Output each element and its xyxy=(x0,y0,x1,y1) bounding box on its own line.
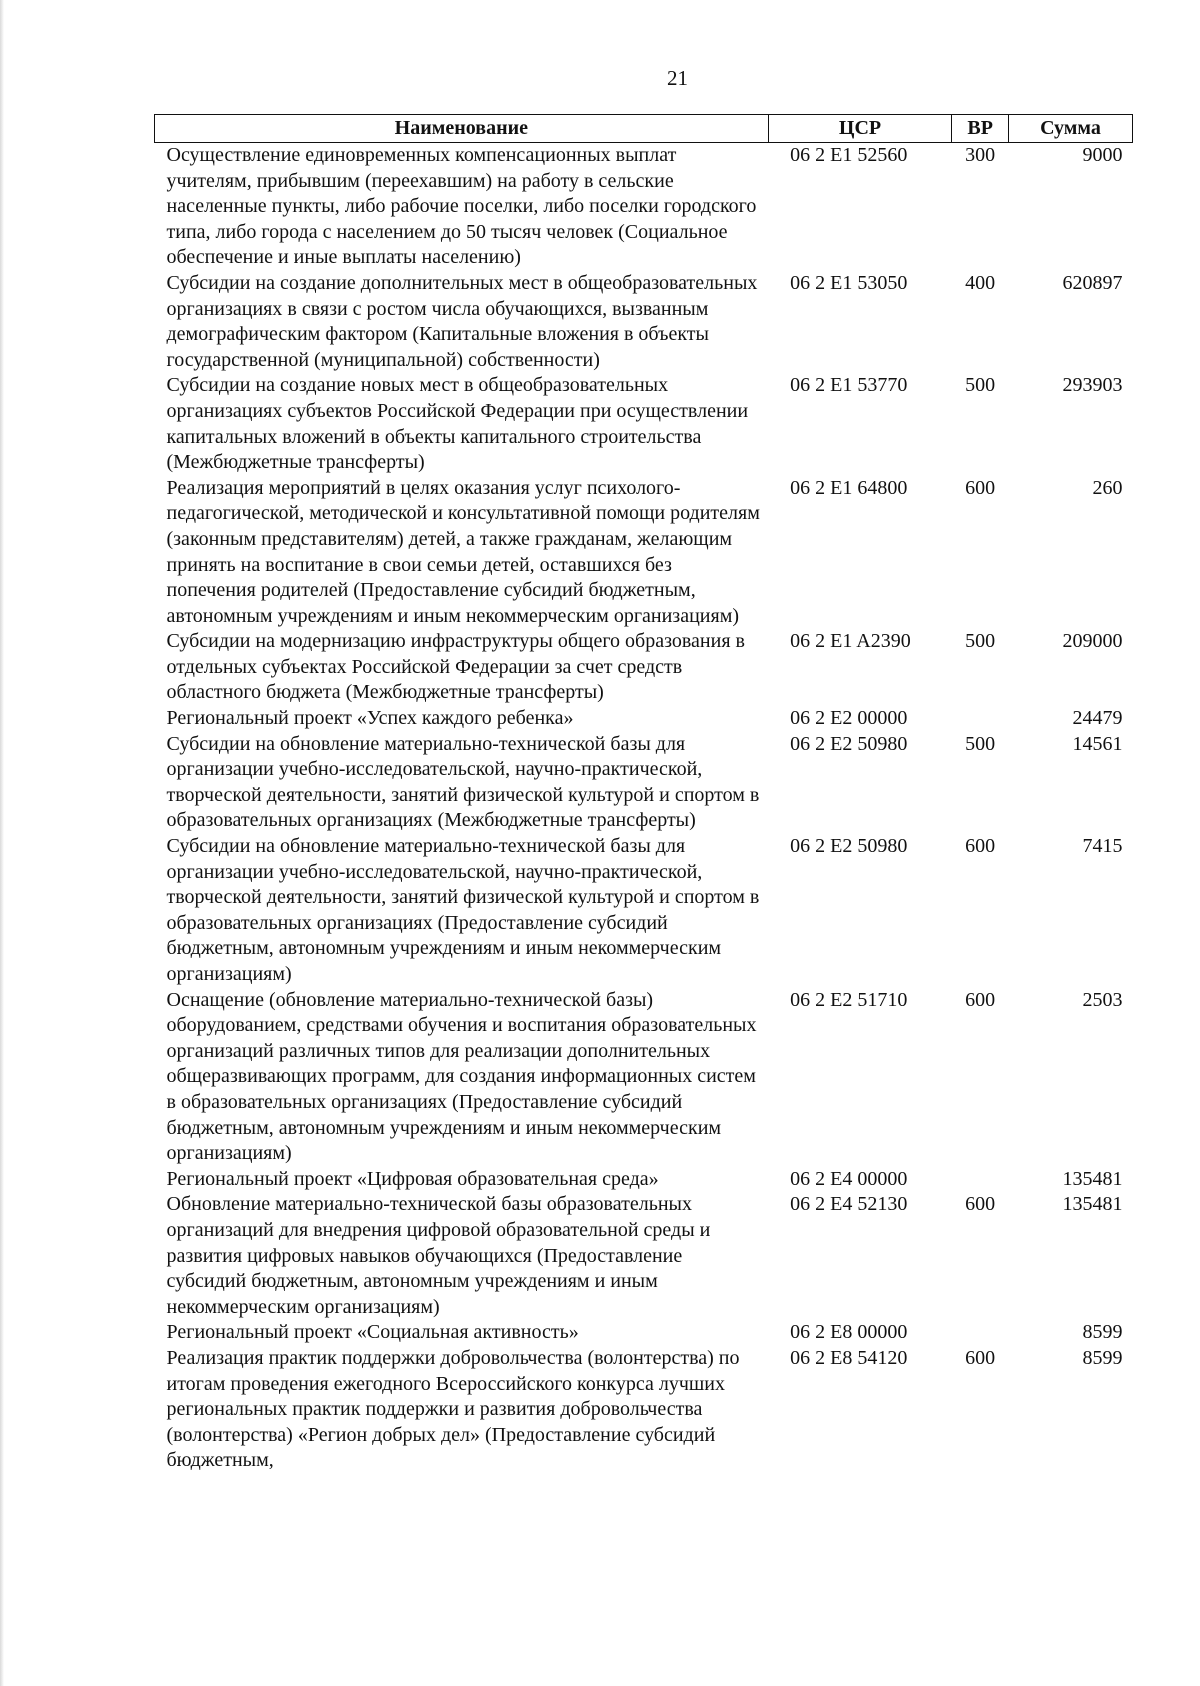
table-row xyxy=(155,1346,1133,1474)
scan-edge xyxy=(0,0,4,1686)
header-name: Наименование xyxy=(155,115,769,143)
table-row xyxy=(155,706,1133,732)
row-vr: 600 xyxy=(965,835,996,858)
row-csr: 06 2 E8 00000 xyxy=(790,1321,908,1344)
row-csr: 06 2 E1 64800 xyxy=(790,476,908,499)
table-row xyxy=(155,1167,1133,1193)
header-vr: ВР xyxy=(952,115,1009,143)
row-name: Осуществление единовременных компенсационных выплат учителям, прибывшим (переехавшим) на работу в сельские населенные пункты, либо рабочие поселки, либо поселки городского типа, либо города с населением до 50 тысяч человек (Социальное обеспечение и иные выплаты населению) xyxy=(166,144,757,269)
page-number: 21 xyxy=(667,66,688,90)
row-sum: 7415 xyxy=(1082,835,1123,858)
row-name: Субсидии на обновление материально-технической базы для организации учебно-исследовательской, научно-практической, творческой деятельности, занятий физической культурой и спортом в образовательных организациях (Межбюджетные трансферты) xyxy=(166,732,760,832)
row-vr: 600 xyxy=(965,1346,996,1369)
row-sum: 8599 xyxy=(1082,1321,1123,1344)
row-sum: 135481 xyxy=(1062,1167,1123,1190)
row-csr: 06 2 E1 53050 xyxy=(790,271,908,294)
row-sum: 293903 xyxy=(1062,374,1123,397)
row-csr: 06 2 E2 51710 xyxy=(790,988,908,1011)
row-sum: 8599 xyxy=(1082,1346,1123,1369)
budget-table xyxy=(154,114,1133,1474)
row-sum: 24479 xyxy=(1072,707,1123,730)
table-row xyxy=(155,732,1133,834)
row-sum: 14561 xyxy=(1072,732,1123,755)
row-csr: 06 2 E4 52130 xyxy=(790,1193,908,1216)
row-name: Оснащение (обновление материально-технической базы) оборудованием, средствами обучения и воспитания образовательных организаций различных типов для реализации дополнительных общеразвивающих программ, для создания информационных систем в образовательных организациях (Предоставление субсидий бюджетным, автономным учреждениям и иным некоммерческим организациям) xyxy=(166,988,757,1165)
row-name: Субсидии на создание дополнительных мест в общеобразовательных организациях в связи с ростом числа обучающихся, вызванным демографическим фактором (Капитальные вложения в объекты государственной (муниципальной) собственности) xyxy=(166,271,758,371)
row-name: Обновление материально-технической базы образовательных организаций для внедрения цифровой образовательной среды и развития цифровых навыков обучающихся (Предоставление субсидий бюджетным, автономным учреждениям и иным некоммерческим организациям) xyxy=(166,1193,711,1318)
row-csr: 06 2 E2 50980 xyxy=(790,835,908,858)
row-csr: 06 2 E4 00000 xyxy=(790,1167,908,1190)
row-sum: 260 xyxy=(1092,476,1123,499)
row-vr: 600 xyxy=(965,1193,996,1216)
row-vr xyxy=(952,1167,1009,1193)
row-sum: 209000 xyxy=(1062,630,1123,653)
row-name: Региональный проект «Цифровая образовательная среда» xyxy=(166,1167,659,1190)
row-sum: 2503 xyxy=(1082,988,1123,1011)
table-row xyxy=(155,476,1133,630)
row-vr xyxy=(952,706,1009,732)
row-sum: 9000 xyxy=(1082,144,1123,166)
row-vr: 500 xyxy=(965,374,996,397)
row-name: Региональный проект «Социальная активность» xyxy=(166,1321,579,1344)
row-name: Субсидии на обновление материально-технической базы для организации учебно-исследовательской, научно-практической, творческой деятельности, занятий физической культурой и спортом в образовательных организациях (Предоставление субсидий бюджетным, автономным учреждениям и иным некоммерческим организациям) xyxy=(166,835,760,985)
table-row xyxy=(155,1320,1133,1346)
row-csr: 06 2 E1 53770 xyxy=(790,374,908,397)
row-name: Региональный проект «Успех каждого ребенка» xyxy=(166,707,574,730)
row-vr: 300 xyxy=(965,144,996,166)
row-vr xyxy=(952,1320,1009,1346)
row-name: Реализация мероприятий в целях оказания услуг психолого-педагогической, методической и консультативной помощи родителям (законным представителям) детей, а также гражданам, желающим принять на воспитание в свои семьи детей, оставшихся без попечения родителей (Предоставление субсидий бюджетным, автономным учреждениям и иным некоммерческим организациям) xyxy=(166,476,760,627)
table-row xyxy=(155,1192,1133,1320)
row-csr: 06 2 E1 A2390 xyxy=(790,630,911,653)
table-row xyxy=(155,143,1133,271)
table-row xyxy=(155,373,1133,475)
row-csr: 06 2 E2 50980 xyxy=(790,732,908,755)
header-csr: ЦСР xyxy=(768,115,952,143)
row-name: Субсидии на создание новых мест в общеобразовательных организациях субъектов Российской Федерации при осуществлении капитальных вложений в объекты капитального строительства (Межбюджетные трансферты) xyxy=(166,374,749,474)
table-row xyxy=(155,834,1133,988)
row-name: Реализация практик поддержки добровольчества (волонтерства) по итогам проведения ежегодного Всероссийского конкурса лучших региональных практик поддержки и развития добровольчества (волонтерства) «Регион добрых дел» (Предоставление субсидий бюджетным, xyxy=(166,1346,740,1472)
row-name: Субсидии на модернизацию инфраструктуры общего образования в отдельных субъектах Российской Федерации за счет средств областного бюджета (Межбюджетные трансферты) xyxy=(166,630,745,704)
table-row xyxy=(155,271,1133,373)
table-row xyxy=(155,988,1133,1167)
row-csr: 06 2 E1 52560 xyxy=(790,144,908,166)
table-row xyxy=(155,629,1133,706)
row-vr: 500 xyxy=(965,630,996,653)
row-vr: 400 xyxy=(965,271,996,294)
header-sum: Сумма xyxy=(1008,115,1132,143)
row-csr: 06 2 E2 00000 xyxy=(790,707,908,730)
row-vr: 600 xyxy=(965,988,996,1011)
row-vr: 500 xyxy=(965,732,996,755)
row-vr: 600 xyxy=(965,476,996,499)
row-sum: 135481 xyxy=(1062,1193,1123,1216)
table-header-row xyxy=(155,115,1133,143)
row-sum: 620897 xyxy=(1062,271,1123,294)
row-csr: 06 2 E8 54120 xyxy=(790,1346,908,1369)
